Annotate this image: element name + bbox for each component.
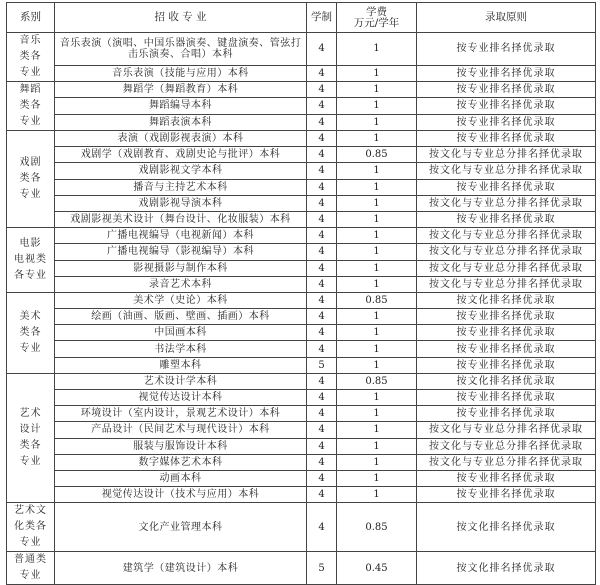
years-cell: 4 bbox=[307, 244, 337, 260]
fee-cell: 1 bbox=[337, 406, 417, 422]
rule-cell: 按文化与专业总分排名择优录取 bbox=[417, 438, 596, 454]
major-cell: 音乐表演（演唱、中国乐器演奏、键盘演奏、管弦打击乐演奏、合唱）本科 bbox=[55, 33, 307, 66]
major-cell: 雕塑本科 bbox=[55, 357, 307, 373]
years-cell: 4 bbox=[307, 163, 337, 179]
major-cell: 视觉传达设计本科 bbox=[55, 390, 307, 406]
years-cell: 4 bbox=[307, 276, 337, 292]
table-row bbox=[7, 147, 596, 163]
table-row bbox=[7, 33, 596, 66]
category-cell: 音乐 类各 专业 bbox=[7, 33, 55, 82]
rule-cell: 按专业排名择优录取 bbox=[417, 82, 596, 98]
table-row bbox=[7, 163, 596, 179]
rule-cell: 按专业排名择优录取 bbox=[417, 470, 596, 486]
major-cell: 播音与主持艺术本科 bbox=[55, 179, 307, 195]
fee-cell: 1 bbox=[337, 422, 417, 438]
major-cell: 环境设计（室内设计，景观艺术设计）本科 bbox=[55, 406, 307, 422]
rule-cell: 按文化排名择优录取 bbox=[417, 292, 596, 308]
table-row bbox=[7, 65, 596, 81]
major-cell: 文化产业管理本科 bbox=[55, 503, 307, 552]
major-cell: 产品设计（民间艺术与现代设计）本科 bbox=[55, 422, 307, 438]
major-cell: 绘画（油画、版画、壁画、插画）本科 bbox=[55, 309, 307, 325]
table-row bbox=[7, 390, 596, 406]
major-cell: 动画本科 bbox=[55, 470, 307, 486]
table-row bbox=[7, 406, 596, 422]
years-cell: 5 bbox=[307, 552, 337, 585]
table-row bbox=[7, 454, 596, 470]
years-cell: 4 bbox=[307, 65, 337, 81]
header-fee: 学费 万元/学年 bbox=[337, 3, 417, 33]
table-row bbox=[7, 228, 596, 244]
table-row bbox=[7, 211, 596, 227]
table-row bbox=[7, 341, 596, 357]
rule-cell: 按专业排名择优录取 bbox=[417, 65, 596, 81]
major-cell: 广播电视编导（电视新闻）本科 bbox=[55, 228, 307, 244]
fee-cell: 1 bbox=[337, 211, 417, 227]
fee-cell: 1 bbox=[337, 163, 417, 179]
fee-cell: 1 bbox=[337, 260, 417, 276]
table-row bbox=[7, 276, 596, 292]
fee-cell: 0.85 bbox=[337, 147, 417, 163]
years-cell: 4 bbox=[307, 211, 337, 227]
table-row bbox=[7, 470, 596, 486]
header-row bbox=[7, 3, 596, 33]
category-cell: 电影 电视类 各专业 bbox=[7, 228, 55, 293]
fee-cell: 1 bbox=[337, 470, 417, 486]
fee-cell: 1 bbox=[337, 228, 417, 244]
rule-cell: 按专业排名择优录取 bbox=[417, 98, 596, 114]
rule-cell: 按文化与专业总分排名择优录取 bbox=[417, 228, 596, 244]
major-cell: 建筑学（建筑设计）本科 bbox=[55, 552, 307, 585]
fee-cell: 1 bbox=[337, 341, 417, 357]
admission-table bbox=[6, 2, 596, 585]
table-row bbox=[7, 309, 596, 325]
rule-cell: 按文化与专业总分排名择优录取 bbox=[417, 195, 596, 211]
major-cell: 录音艺术本科 bbox=[55, 276, 307, 292]
table-row bbox=[7, 325, 596, 341]
major-cell: 戏剧影视导演本科 bbox=[55, 195, 307, 211]
table-row bbox=[7, 98, 596, 114]
rule-cell: 按文化与专业总分排名择优录取 bbox=[417, 163, 596, 179]
fee-cell: 1 bbox=[337, 357, 417, 373]
fee-cell: 1 bbox=[337, 65, 417, 81]
table-row bbox=[7, 552, 596, 585]
header-category: 系别 bbox=[7, 3, 55, 33]
header-major: 招 收 专 业 bbox=[55, 3, 307, 33]
major-cell: 音乐表演（技能与应用）本科 bbox=[55, 65, 307, 81]
table-row bbox=[7, 195, 596, 211]
years-cell: 4 bbox=[307, 114, 337, 130]
major-cell: 服装与服饰设计本科 bbox=[55, 438, 307, 454]
years-cell: 4 bbox=[307, 195, 337, 211]
major-cell: 艺术设计学本科 bbox=[55, 373, 307, 389]
fee-cell: 0.85 bbox=[337, 503, 417, 552]
major-cell: 书法学本科 bbox=[55, 341, 307, 357]
rule-cell: 按文化与专业总分排名择优录取 bbox=[417, 147, 596, 163]
table-row bbox=[7, 487, 596, 503]
table-row bbox=[7, 438, 596, 454]
rule-cell: 按专业排名择优录取 bbox=[417, 325, 596, 341]
fee-cell: 1 bbox=[337, 82, 417, 98]
table-row bbox=[7, 422, 596, 438]
fee-cell: 0.85 bbox=[337, 292, 417, 308]
major-cell: 戏剧学（戏剧教育、戏剧史论与批评）本科 bbox=[55, 147, 307, 163]
rule-cell: 按专业排名择优录取 bbox=[417, 390, 596, 406]
fee-cell: 1 bbox=[337, 454, 417, 470]
rule-cell: 按文化与专业总分排名择优录取 bbox=[417, 244, 596, 260]
years-cell: 4 bbox=[307, 373, 337, 389]
table-row bbox=[7, 357, 596, 373]
major-cell: 表演（戏剧影视表演）本科 bbox=[55, 131, 307, 147]
table-row bbox=[7, 244, 596, 260]
fee-cell: 1 bbox=[337, 131, 417, 147]
header-years: 学制 bbox=[307, 3, 337, 33]
years-cell: 5 bbox=[307, 357, 337, 373]
fee-cell: 1 bbox=[337, 309, 417, 325]
category-cell: 普通类 专业 bbox=[7, 552, 55, 585]
years-cell: 4 bbox=[307, 260, 337, 276]
table-row bbox=[7, 114, 596, 130]
table-row bbox=[7, 292, 596, 308]
years-cell: 4 bbox=[307, 309, 337, 325]
years-cell: 4 bbox=[307, 325, 337, 341]
major-cell: 戏剧影视文学本科 bbox=[55, 163, 307, 179]
rule-cell: 按文化排名择优录取 bbox=[417, 503, 596, 552]
fee-cell: 1 bbox=[337, 195, 417, 211]
years-cell: 4 bbox=[307, 292, 337, 308]
years-cell: 4 bbox=[307, 422, 337, 438]
years-cell: 4 bbox=[307, 487, 337, 503]
fee-cell: 1 bbox=[337, 390, 417, 406]
fee-cell: 0.45 bbox=[337, 552, 417, 585]
rule-cell: 按专业排名择优录取 bbox=[417, 131, 596, 147]
table-row bbox=[7, 373, 596, 389]
rule-cell: 按专业排名择优录取 bbox=[417, 487, 596, 503]
fee-cell: 1 bbox=[337, 487, 417, 503]
major-cell: 戏剧影视美术设计（舞台设计、化妆服装）本科 bbox=[55, 211, 307, 227]
major-cell: 舞蹈学（舞蹈教育）本科 bbox=[55, 82, 307, 98]
table-row bbox=[7, 503, 596, 552]
category-cell: 美术 类各 专业 bbox=[7, 292, 55, 373]
major-cell: 数字媒体艺术本科 bbox=[55, 454, 307, 470]
fee-cell: 1 bbox=[337, 33, 417, 66]
fee-cell: 1 bbox=[337, 244, 417, 260]
years-cell: 4 bbox=[307, 454, 337, 470]
years-cell: 4 bbox=[307, 470, 337, 486]
major-cell: 舞蹈编导本科 bbox=[55, 98, 307, 114]
rule-cell: 按文化与专业总分排名择优录取 bbox=[417, 422, 596, 438]
major-cell: 中国画本科 bbox=[55, 325, 307, 341]
rule-cell: 按文化与专业总分排名择优录取 bbox=[417, 260, 596, 276]
rule-cell: 按专业排名择优录取 bbox=[417, 406, 596, 422]
table-row bbox=[7, 260, 596, 276]
years-cell: 4 bbox=[307, 82, 337, 98]
header-rule: 录取原则 bbox=[417, 3, 596, 33]
rule-cell: 按文化排名择优录取 bbox=[417, 373, 596, 389]
rule-cell: 按专业排名择优录取 bbox=[417, 33, 596, 66]
years-cell: 4 bbox=[307, 341, 337, 357]
years-cell: 4 bbox=[307, 179, 337, 195]
major-cell: 影视摄影与制作本科 bbox=[55, 260, 307, 276]
rule-cell: 按专业排名择优录取 bbox=[417, 309, 596, 325]
major-cell: 广播电视编导（影视编导）本科 bbox=[55, 244, 307, 260]
rule-cell: 按专业排名择优录取 bbox=[417, 179, 596, 195]
rule-cell: 按专业排名择优录取 bbox=[417, 357, 596, 373]
years-cell: 4 bbox=[307, 33, 337, 66]
rule-cell: 按文化与专业总分排名择优录取 bbox=[417, 276, 596, 292]
fee-cell: 1 bbox=[337, 438, 417, 454]
rule-cell: 按专业排名择优录取 bbox=[417, 211, 596, 227]
rule-cell: 按文化排名择优录取 bbox=[417, 552, 596, 585]
category-cell: 舞蹈 类各 专业 bbox=[7, 82, 55, 131]
category-cell: 戏剧 类各 专业 bbox=[7, 131, 55, 228]
rule-cell: 按专业排名择优录取 bbox=[417, 114, 596, 130]
years-cell: 4 bbox=[307, 98, 337, 114]
major-cell: 美术学（史论）本科 bbox=[55, 292, 307, 308]
years-cell: 4 bbox=[307, 131, 337, 147]
years-cell: 4 bbox=[307, 147, 337, 163]
rule-cell: 按专业排名择优录取 bbox=[417, 341, 596, 357]
years-cell: 4 bbox=[307, 438, 337, 454]
fee-cell: 1 bbox=[337, 114, 417, 130]
rule-cell: 按文化与专业总分排名择优录取 bbox=[417, 454, 596, 470]
fee-cell: 0.85 bbox=[337, 373, 417, 389]
years-cell: 4 bbox=[307, 228, 337, 244]
major-cell: 舞蹈表演本科 bbox=[55, 114, 307, 130]
major-cell: 视觉传达设计（技术与应用）本科 bbox=[55, 487, 307, 503]
fee-cell: 1 bbox=[337, 179, 417, 195]
years-cell: 4 bbox=[307, 503, 337, 552]
category-cell: 艺术 设计 类各 专业 bbox=[7, 373, 55, 503]
fee-cell: 1 bbox=[337, 98, 417, 114]
category-cell: 艺术文 化类各 专业 bbox=[7, 503, 55, 552]
fee-cell: 1 bbox=[337, 325, 417, 341]
years-cell: 4 bbox=[307, 390, 337, 406]
table-row bbox=[7, 179, 596, 195]
table-row bbox=[7, 131, 596, 147]
years-cell: 4 bbox=[307, 406, 337, 422]
fee-cell: 1 bbox=[337, 276, 417, 292]
table-row bbox=[7, 82, 596, 98]
